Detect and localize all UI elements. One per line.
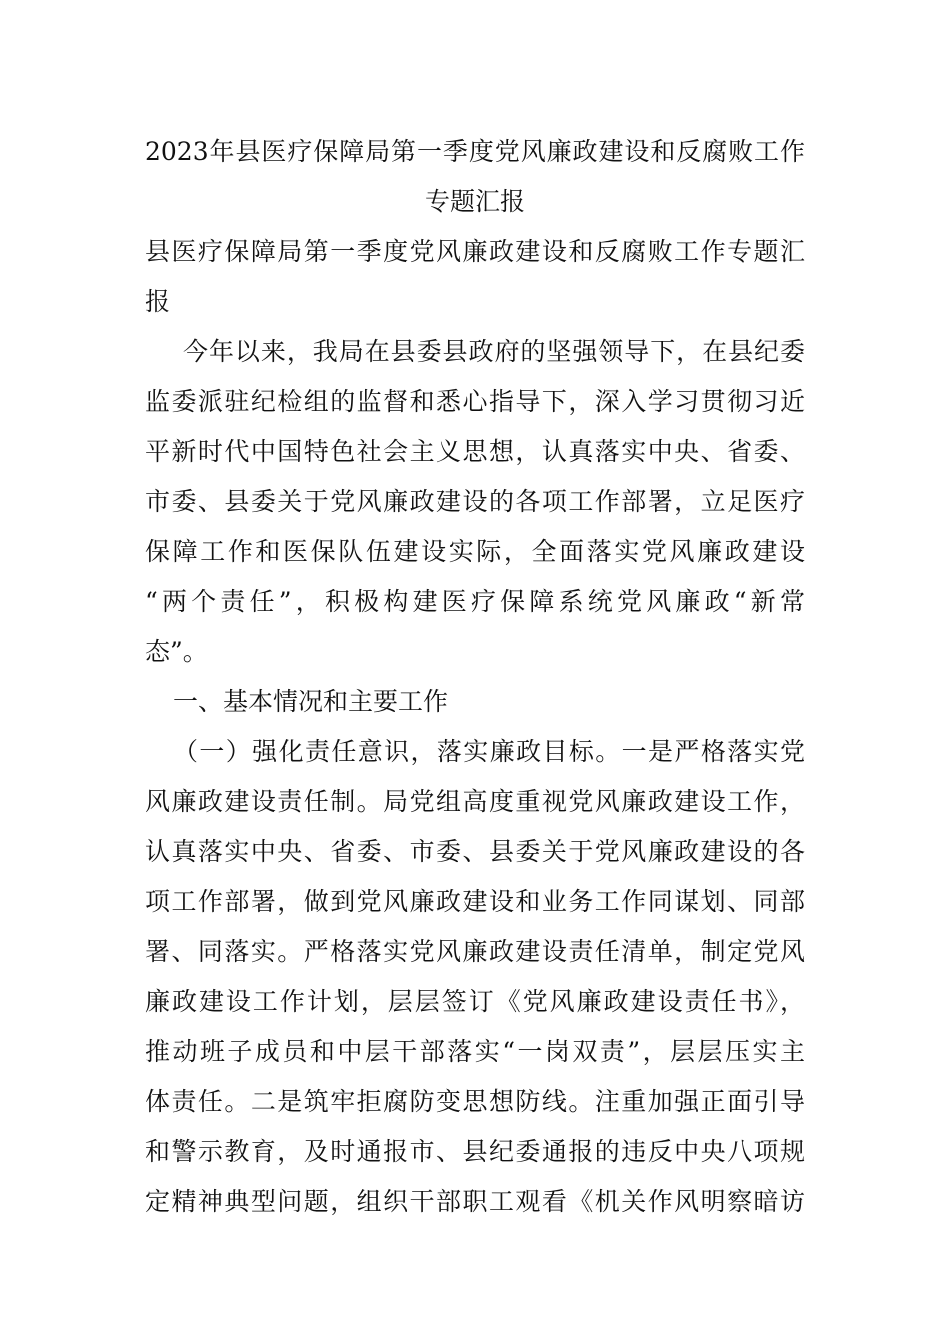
section-heading: 一、基本情况和主要工作 (173, 687, 449, 716)
paragraph-line: 风廉政建设责任制。局党组高度重视党风廉政建设工作， (145, 787, 805, 816)
document-subtitle (145, 227, 805, 327)
paragraph-line: 推动班子成员和中层干部落实“一岗双责”，层层压实主 (145, 1037, 805, 1066)
paragraph-line: 体责任。二是筑牢拒腐防变思想防线。注重加强正面引导 (145, 1087, 805, 1116)
subtitle-line: 县医疗保障局第一季度党风廉政建设和反腐败工作专题汇 (145, 237, 805, 266)
paragraph-line: 监委派驻纪检组的监督和悉心指导下，深入学习贯彻习近 (145, 387, 805, 416)
paragraph-line: 认真落实中央、省委、市委、县委关于党风廉政建设的各 (145, 837, 805, 866)
paragraph-line: 平新时代中国特色社会主义思想，认真落实中央、省委、 (145, 437, 805, 466)
paragraph-line: 项工作部署，做到党风廉政建设和业务工作同谋划、同部 (145, 887, 805, 916)
paragraph-line: （一）强化责任意识，落实廉政目标。一是严格落实党 (173, 737, 805, 766)
paragraph-line: 保障工作和医保队伍建设实际，全面落实党风廉政建设 (145, 537, 805, 566)
title-line: 专题汇报 (424, 187, 525, 216)
paragraph-line: “两个责任”，积极构建医疗保障系统党风廉政“新常 (145, 587, 805, 616)
intro-paragraph (145, 327, 805, 677)
paragraph-line: 署、同落实。严格落实党风廉政建设责任清单，制定党风 (145, 937, 805, 966)
paragraph-line: 廉政建设工作计划，层层签订《党风廉政建设责任书》， (145, 987, 805, 1016)
section1-paragraph (145, 727, 805, 1227)
paragraph-line: 市委、县委关于党风廉政建设的各项工作部署，立足医疗 (145, 487, 805, 516)
paragraph-line: 今年以来，我局在县委县政府的坚强领导下，在县纪委 (183, 337, 805, 366)
title-line: 2023年县医疗保障局第一季度党风廉政建设和反腐败工作 (145, 137, 805, 166)
subtitle-line: 报 (145, 287, 171, 316)
paragraph-line: 和警示教育，及时通报市、县纪委通报的违反中央八项规 (145, 1137, 805, 1166)
paragraph-line: 定精神典型问题，组织干部职工观看《机关作风明察暗访 (145, 1187, 805, 1216)
paragraph-line: 态”。 (145, 637, 208, 666)
document-title (145, 127, 805, 227)
document-page (145, 127, 805, 1227)
